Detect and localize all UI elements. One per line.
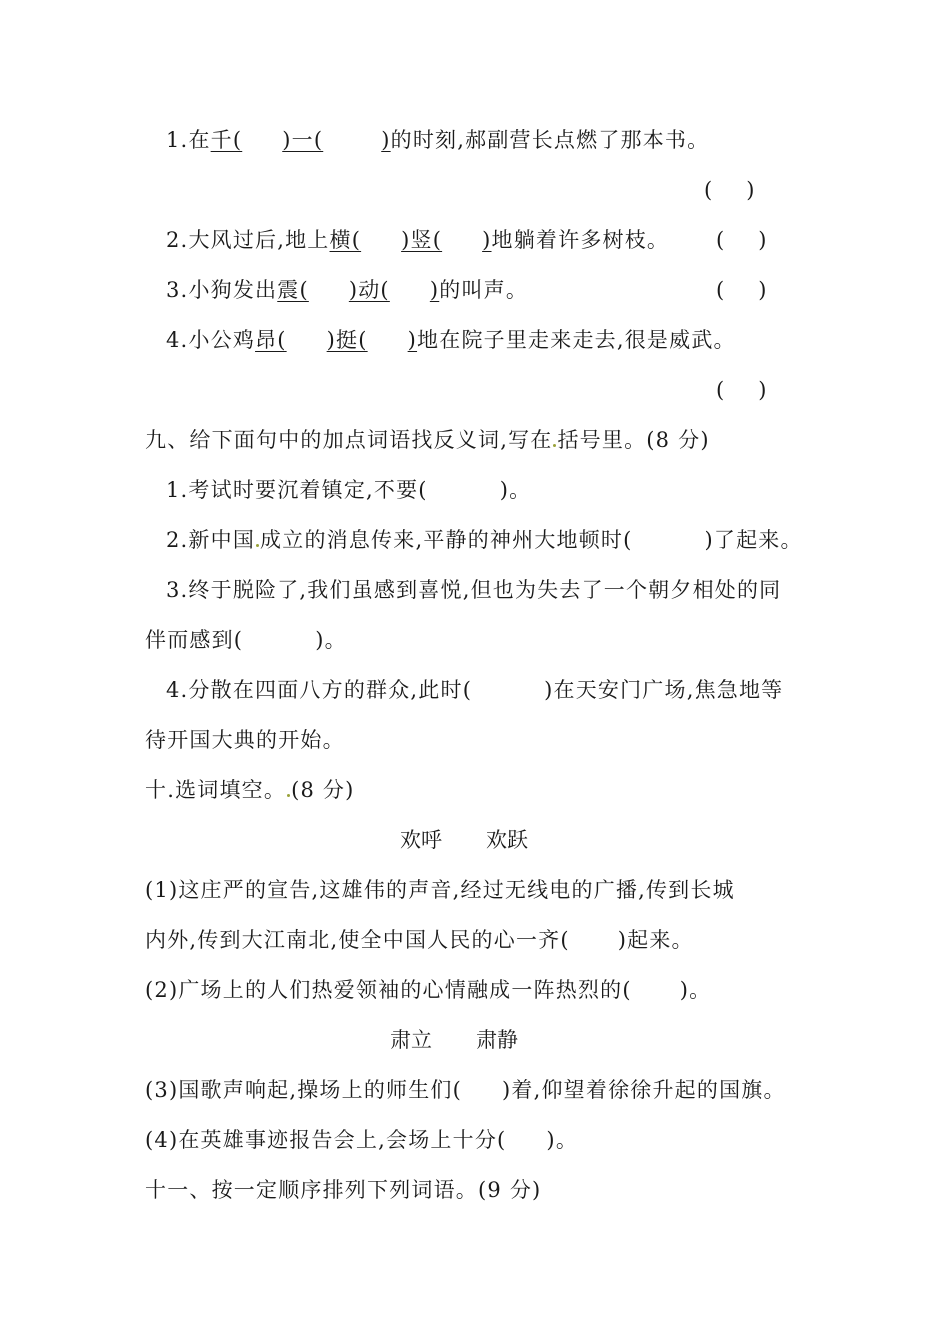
s8-question-2: 2.大风过后,地上横( )竖( )地躺着许多树枝。	[166, 228, 670, 252]
s8-q1-underlined-word: 千( )一( )	[210, 128, 391, 152]
s9-question-1: 1.考试时要沉着镇定,不要( )。	[166, 478, 532, 502]
s10-question-1-line2: 内外,传到大江南北,使全中国人民的心一齐( )起来。	[145, 928, 694, 952]
s10-question-4: (4)在英雄事迹报告会上,会场上十分( )。	[145, 1128, 579, 1152]
s9-title: 九、给下面句中的加点词语找反义词,写在 括号里。(8 分)	[145, 428, 710, 452]
s8-q1-judge-box[interactable]: ( )	[704, 178, 755, 202]
s9-question-2: 2.新中国 成立的消息传来,平静的神州大地顿时( )了起来。	[166, 528, 803, 552]
s10-question-3: (3)国歌声响起,操场上的师生们( )着,仰望着徐徐升起的国旗。	[145, 1078, 786, 1102]
s8-q2-underlined-word: 横( )竖( )	[329, 228, 492, 252]
word-choice: 肃立	[390, 1028, 432, 1052]
s10-word-choices-1	[400, 826, 528, 854]
s10-word-choices-2	[390, 1026, 518, 1054]
word-choice: 肃静	[476, 1028, 518, 1052]
s9-question-3-line1: 3.终于脱险了,我们虽感到喜悦,但也为失去了一个朝夕相处的同	[166, 578, 782, 602]
s8-q3-underlined-word: 震( )动( )	[277, 278, 440, 302]
dot-mark	[287, 794, 290, 797]
s8-question-3: 3.小狗发出震( )动( )的叫声。	[166, 278, 529, 302]
s11-title: 十一、按一定顺序排列下列词语。(9 分)	[145, 1178, 542, 1202]
s9-question-4-line1: 4.分散在四面八方的群众,此时( )在天安门广场,焦急地等	[166, 678, 784, 702]
word-choice: 欢跃	[486, 828, 528, 852]
word-choice: 欢呼	[400, 828, 442, 852]
s8-q2-judge-box[interactable]: ( )	[716, 228, 767, 252]
s10-question-2: (2)广场上的人们热爱领袖的心情融成一阵热烈的( )。	[145, 978, 712, 1002]
s8-q4-underlined-word: 昂( )挺( )	[255, 328, 418, 352]
s8-question-1: 1.在千( )一( )的时刻,郝副营长点燃了那本书。	[166, 128, 710, 152]
s9-question-3-line2: 伴而感到( )。	[145, 628, 347, 652]
s8-question-4: 4.小公鸡昂( )挺( )地在院子里走来走去,很是威武。	[166, 328, 736, 352]
s8-q4-judge-box[interactable]: ( )	[716, 378, 767, 402]
s10-question-1-line1: (1)这庄严的宣告,这雄伟的声音,经过无线电的广播,传到长城	[145, 878, 735, 902]
s8-q3-judge-box[interactable]: ( )	[716, 278, 767, 302]
s9-question-4-line2: 待开国大典的开始。	[145, 728, 345, 752]
dot-mark	[256, 544, 259, 547]
s10-title: 十.选词填空。 (8 分)	[145, 778, 355, 802]
